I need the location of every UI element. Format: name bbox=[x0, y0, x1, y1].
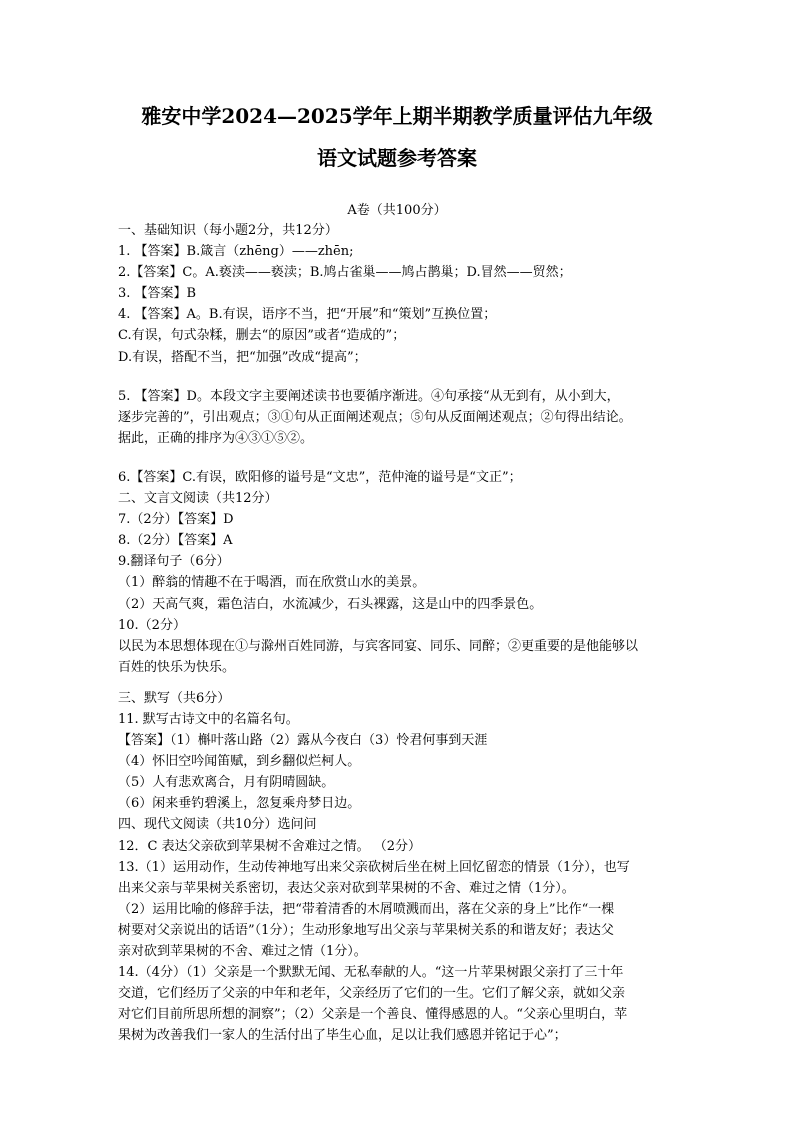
answer-q13-2: （2）运用比喻的修辞手法，把“带着清香的木屑喷溅而出，落在父亲的身上”比作“一棵 bbox=[118, 901, 615, 917]
answer-q13-1-cont: 出来父亲与苹果树关系密切，表达父亲对砍到苹果树的不舍、难过之情（1分）。 bbox=[118, 880, 575, 896]
answer-q5-conclusion: 据此，正确的排序为④③①⑤②。 bbox=[118, 430, 314, 446]
answer-q2: 2.【答案】C。A.亵渎——亵渎；B.鸠占雀巢——鸠占鹊巢；D.冒然——贸然； bbox=[118, 265, 572, 281]
answer-q9-1: （1）醉翁的情趣不在于喝酒，而在欣赏山水的美景。 bbox=[118, 575, 426, 591]
answer-q13-1: 13.（1）运用动作，生动传神地写出来父亲砍树后坐在树上回忆留恋的情景（1分），也写 bbox=[118, 859, 630, 875]
spacer bbox=[118, 678, 686, 688]
answer-q9-2: （2）天高气爽，霜色洁白，水流减少，石头裸露，这是山中的四季景色。 bbox=[118, 596, 543, 612]
answer-q13-2-end: 亲对砍到苹果树的不舍、难过之情（1分）。 bbox=[118, 944, 367, 959]
answer-q11: 11. 默写古诗文中的名篇名句。 bbox=[118, 711, 299, 727]
answer-q6: 6.【答案】C.有误，欧阳修的谥号是“文忠”，范仲淹的谥号是“文正”； bbox=[118, 469, 522, 485]
spacer bbox=[118, 368, 686, 386]
answer-q3: 3. 【答案】B bbox=[118, 286, 197, 302]
section-heading-basic-knowledge: 一、基础知识（每小题2分，共12分） bbox=[118, 223, 338, 238]
answer-q11-6: （6）闲来垂钓碧溪上，忽复乘舟梦日边。 bbox=[118, 796, 361, 812]
answer-q14-2-cont: 果树为改善我们一家人的生活付出了毕生心血，足以让我们感恩并铭记于心”； bbox=[118, 1028, 567, 1044]
section-heading-classical-reading: 二、文言文阅读（共12分） bbox=[118, 491, 278, 507]
answer-q10: 10.（2分） bbox=[118, 617, 186, 633]
section-heading-modern-reading: 四、现代文阅读（共10分）选问问 bbox=[118, 817, 317, 833]
answer-q10-text-cont: 百姓的快乐为快乐。 bbox=[118, 659, 236, 675]
answer-q14-1: 14.（4分）（1）父亲是一个默默无闻、无私奉献的人。“这一片苹果树跟父亲打了三十年 bbox=[118, 965, 624, 981]
section-heading-dictation: 三、默写（共6分） bbox=[118, 690, 231, 706]
answer-q4-d: D.有误，搭配不当，把“加强”改成“提高”； bbox=[118, 349, 367, 365]
document-subtitle: 语文试题参考答案 bbox=[317, 146, 477, 170]
answer-q14-1-cont: 交道，它们经历了父亲的中年和老年，父亲经历了它们的一生。它们了解父亲，就如父亲 bbox=[118, 986, 626, 1002]
spacer bbox=[118, 449, 686, 467]
answer-q1: 1. 【答案】B.箴言（zhēng）——zhēn; bbox=[118, 244, 354, 260]
answer-q4: 4. 【答案】A。B.有误，语序不当，把“开展”和“策划”互换位置； bbox=[118, 307, 497, 323]
answer-body bbox=[118, 220, 686, 1046]
answer-q11-1-3: 【答案】（1）槲叶落山路（2）露从今夜白（3）怜君何事到天涯 bbox=[118, 733, 488, 749]
answer-q11-5: （5）人有悲欢离合，月有阴晴圆缺。 bbox=[118, 775, 335, 791]
answer-q13-2-cont: 树要对父亲说出的话语”（1分）；生动形象地写出父亲与苹果树关系的和谐友好；表达父 bbox=[118, 922, 614, 938]
document-title: 雅安中学2024—2025学年上期半期教学质量评估九年级 bbox=[141, 104, 653, 128]
part-a-heading: A卷（共100分） bbox=[347, 203, 447, 218]
answer-q12: 12．C 表达父亲砍到苹果树不舍难过之情。 （2分） bbox=[118, 838, 422, 854]
answer-q5-cont: 逐步完善的”，引出观点；③①句从正面阐述观点；⑤句从反面阐述观点；②句得出结论。 bbox=[118, 409, 632, 425]
answer-q7: 7.（2分）【答案】D bbox=[118, 512, 234, 528]
answer-q4-c: C.有误，句式杂糅，删去“的原因”或者“造成的”； bbox=[118, 328, 406, 344]
answer-q9: 9.翻译句子（6分） bbox=[118, 554, 230, 570]
answer-q5: 5. 【答案】D。本段文字主要阐述读书也要循序渐进。④句承接“从无到有，从小到大， bbox=[118, 388, 620, 404]
answer-q11-4: （4）怀旧空吟闻笛赋，到乡翻似烂柯人。 bbox=[118, 754, 361, 770]
answer-q8: 8.（2分）【答案】A bbox=[118, 533, 233, 549]
answer-q10-text: 以民为本思想体现在①与滁州百姓同游，与宾客同宴、同乐、同醉；②更重要的是他能够以 bbox=[118, 638, 639, 654]
answer-q14-2: 对它们目前所思所想的洞察”；（2）父亲是一个善良、懂得感恩的人。“父亲心里明白，苹 bbox=[118, 1007, 628, 1023]
